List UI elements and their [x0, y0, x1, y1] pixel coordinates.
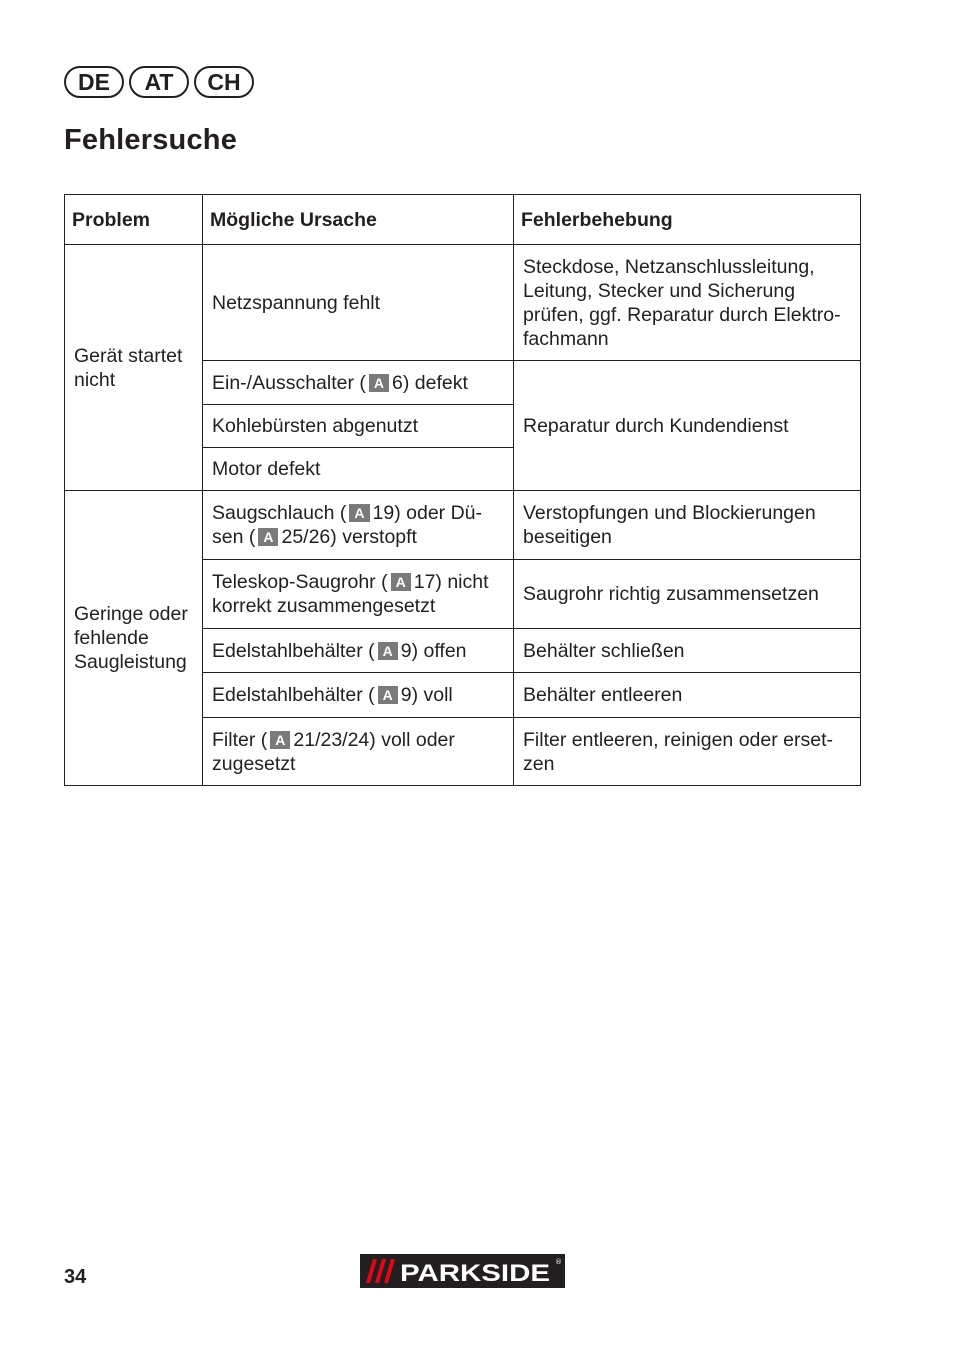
cause-text: 9) voll — [400, 684, 453, 706]
cause-cell — [203, 629, 514, 673]
troubleshooting-table — [64, 194, 861, 786]
cause-text: 19) oder Dü-sen ( — [212, 502, 483, 548]
cause-cell — [203, 718, 514, 786]
cause-text: 9) offen — [400, 639, 467, 662]
page-number: 34 — [64, 1266, 87, 1288]
table-row — [65, 491, 861, 560]
figure-ref-badge: A — [391, 573, 411, 591]
cause-cell — [203, 361, 514, 405]
header-remedy: Fehlerbehebung — [514, 195, 861, 245]
cause-text: Ein-/Ausschalter ( — [212, 371, 366, 394]
problem-cell: Geringe oder fehlende Saugleistung — [65, 491, 203, 786]
cause-text: 6) defekt — [392, 371, 468, 394]
remedy-cell: Filter entleeren, reinigen oder erset-zen — [514, 718, 861, 786]
country-badge-at: AT — [129, 66, 189, 98]
table-row — [65, 245, 861, 361]
figure-ref-badge: A — [369, 374, 389, 392]
header-cause: Mögliche Ursache — [203, 195, 514, 245]
page-title: Fehlersuche — [64, 124, 238, 156]
country-badges — [64, 66, 254, 98]
cause-text: 25/26) verstopft — [281, 526, 417, 548]
cause-cell: Kohlebürsten abgenutzt — [203, 405, 514, 448]
country-badge-de: DE — [64, 66, 124, 98]
remedy-cell: Reparatur durch Kundendienst — [514, 361, 861, 491]
cause-text: Saugschlauch ( — [212, 502, 347, 524]
cause-text: Edelstahlbehälter ( — [212, 639, 375, 662]
problem-cell: Gerät startet nicht — [65, 245, 203, 491]
cause-cell — [203, 673, 514, 718]
remedy-cell: Steckdose, Netzanschlussleitung, Leitung, Stecker und Sicherung prüfen, ggf. Reparatur durch Elektro-fachmann — [514, 245, 861, 361]
cause-text: Edelstahlbehälter ( — [212, 684, 375, 706]
remedy-cell: Saugrohr richtig zusammensetzen — [514, 560, 861, 629]
cause-cell: Netzspannung fehlt — [203, 245, 514, 361]
figure-ref-badge: A — [378, 642, 398, 660]
parkside-logo — [360, 1254, 565, 1288]
cause-cell — [203, 560, 514, 629]
remedy-cell: Behälter schließen — [514, 629, 861, 673]
figure-ref-badge: A — [258, 528, 278, 546]
figure-ref-badge: A — [378, 686, 398, 704]
registered-mark: ® — [555, 1258, 562, 1266]
cause-text: Teleskop-Saugrohr ( — [212, 571, 388, 593]
cause-text: Filter ( — [212, 728, 268, 751]
logo-wordmark: PARKSIDE — [400, 1260, 550, 1287]
figure-ref-badge: A — [270, 731, 290, 749]
cause-text: 17) nicht korrekt zusammengesetzt — [212, 571, 489, 617]
cause-cell — [203, 491, 514, 560]
remedy-cell: Verstopfungen und Blockierungen beseitigen — [514, 491, 861, 560]
cause-text: 21/23/24) voll oder zugesetzt — [212, 728, 455, 775]
figure-ref-badge: A — [349, 504, 369, 522]
remedy-cell: Behälter entleeren — [514, 673, 861, 718]
header-problem: Problem — [65, 195, 203, 245]
cause-cell: Motor defekt — [203, 448, 514, 491]
table-header-row — [65, 195, 861, 245]
country-badge-ch: CH — [194, 66, 254, 98]
